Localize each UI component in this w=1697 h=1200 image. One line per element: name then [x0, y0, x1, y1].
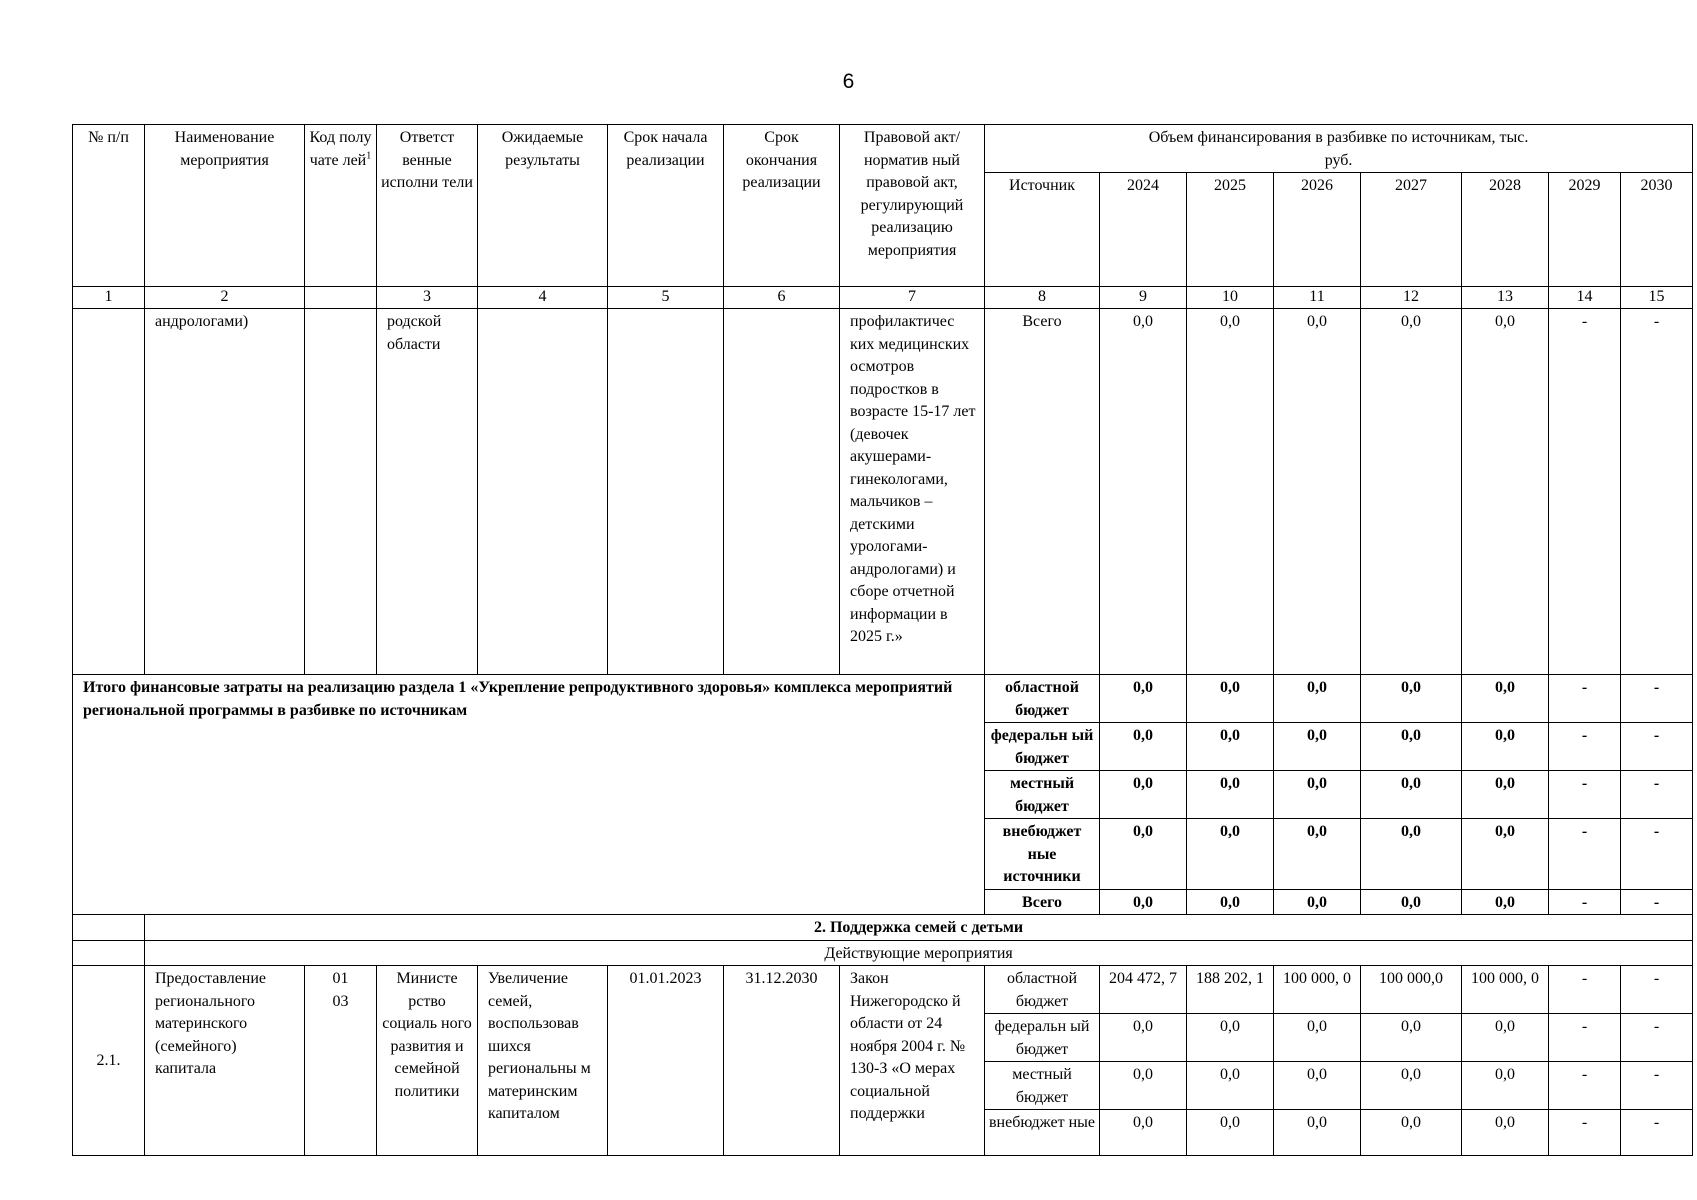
item-value: 0,0 [1274, 1014, 1361, 1062]
cont-value: - [1621, 309, 1693, 675]
total-value: 0,0 [1361, 675, 1462, 723]
column-numbers-row [73, 287, 1693, 309]
item-no: 2.1. [73, 966, 145, 1156]
item-value: 0,0 [1274, 1062, 1361, 1110]
total-value: - [1549, 771, 1621, 819]
cont-value: 0,0 [1274, 309, 1361, 675]
item-value: - [1621, 1014, 1693, 1062]
item-value: 0,0 [1100, 1062, 1187, 1110]
item-value: 0,0 [1100, 1014, 1187, 1062]
continuation-row [73, 309, 1693, 675]
item-value: 0,0 [1462, 1110, 1549, 1156]
total-value: 0,0 [1100, 675, 1187, 723]
total-value: 0,0 [1462, 771, 1549, 819]
cont-value: 0,0 [1187, 309, 1274, 675]
total-value: - [1621, 771, 1693, 819]
item-value: - [1621, 1110, 1693, 1156]
total-value: 0,0 [1187, 889, 1274, 915]
cont-source: Всего [985, 309, 1100, 675]
col-number: 9 [1100, 287, 1187, 309]
item-value: 0,0 [1274, 1110, 1361, 1156]
col-number: 1 [73, 287, 145, 309]
item-value: 204 472, 7 [1100, 966, 1187, 1014]
item-value: 0,0 [1361, 1014, 1462, 1062]
total-value: 0,0 [1274, 675, 1361, 723]
item-source: внебюджет ные [985, 1110, 1100, 1156]
section-2-spacer [73, 940, 145, 966]
item-value: 0,0 [1361, 1110, 1462, 1156]
col-number: 3 [377, 287, 478, 309]
header-no: № п/п [73, 125, 145, 287]
item-source: областной бюджет [985, 966, 1100, 1014]
total-source: областной бюджет [985, 675, 1100, 723]
col-number: 10 [1187, 287, 1274, 309]
total-source: местный бюджет [985, 771, 1100, 819]
item-value: 0,0 [1100, 1110, 1187, 1156]
header-responsible: Ответст венные исполни тели [377, 125, 478, 287]
col-number: 13 [1462, 287, 1549, 309]
cont-value: - [1549, 309, 1621, 675]
item-value: - [1549, 1014, 1621, 1062]
cont-end [724, 309, 840, 675]
col-number: 12 [1361, 287, 1462, 309]
item-start: 01.01.2023 [608, 966, 724, 1156]
page-number: 6 [842, 70, 855, 93]
section-2-subtitle: Действующие мероприятия [145, 940, 1693, 966]
item-value: 100 000, 0 [1274, 966, 1361, 1014]
header-year-2027: 2027 [1361, 173, 1462, 287]
section-2-title: 2. Поддержка семей с детьми [145, 915, 1693, 941]
footnote-mark: 1 [366, 150, 372, 162]
item-value: 100 000,0 [1361, 966, 1462, 1014]
item-source: федеральн ый бюджет [985, 1014, 1100, 1062]
item-responsible: Министе рство социаль ного развития и семейной политики [377, 966, 478, 1156]
total-value: - [1621, 723, 1693, 771]
item-value: 0,0 [1462, 1062, 1549, 1110]
cont-legal: профилактичес ких медицинских осмотров подростков в возрасте 15-17 лет (девочек акушерами-гинекологами, мальчиков – детскими урологами-андрологами) и сборе отчетной информации в 2025 г.» [840, 309, 985, 675]
total-value: 0,0 [1462, 889, 1549, 915]
header-code-text: Код полу чате лей [309, 129, 372, 169]
total-value: 0,0 [1100, 889, 1187, 915]
cont-value: 0,0 [1100, 309, 1187, 675]
item-value: 0,0 [1462, 1014, 1549, 1062]
cont-value: 0,0 [1462, 309, 1549, 675]
header-code [305, 125, 377, 287]
funding-table [72, 124, 1693, 1156]
item-value: - [1621, 1062, 1693, 1110]
total-value: 0,0 [1462, 675, 1549, 723]
total-value: - [1549, 723, 1621, 771]
header-name: Наименование мероприятия [145, 125, 305, 287]
total-value: 0,0 [1361, 723, 1462, 771]
header-year-2025: 2025 [1187, 173, 1274, 287]
item-code: 01 03 [305, 966, 377, 1156]
header-year-2024: 2024 [1100, 173, 1187, 287]
item-results: Увеличение семей, воспользовав шихся региональны м материнским капиталом [478, 966, 608, 1156]
total-value: 0,0 [1462, 819, 1549, 890]
header-row-1 [73, 125, 1693, 173]
header-year-2030: 2030 [1621, 173, 1693, 287]
total-source: Всего [985, 889, 1100, 915]
total-row [73, 675, 1693, 723]
total-value: - [1621, 889, 1693, 915]
col-number: 5 [608, 287, 724, 309]
total-value: 0,0 [1361, 889, 1462, 915]
cont-start [608, 309, 724, 675]
total-value: 0,0 [1187, 723, 1274, 771]
total-value: 0,0 [1274, 889, 1361, 915]
total-value: 0,0 [1274, 723, 1361, 771]
total-value: - [1549, 819, 1621, 890]
total-value: 0,0 [1361, 771, 1462, 819]
col-number: 4 [478, 287, 608, 309]
header-year-2028: 2028 [1462, 173, 1549, 287]
total-label: Итого финансовые затраты на реализацию раздела 1 «Укрепление репродуктивного здоровья» комплекса мероприятий региональной программы в разбивке по источникам [73, 675, 985, 915]
header-source: Источник [985, 173, 1100, 287]
item-value: 188 202, 1 [1187, 966, 1274, 1014]
total-value: 0,0 [1187, 771, 1274, 819]
total-value: - [1621, 819, 1693, 890]
header-funding: Объем финансирования в разбивке по источникам, тыс. руб. [985, 125, 1693, 173]
col-number: 14 [1549, 287, 1621, 309]
item-value: 0,0 [1187, 1062, 1274, 1110]
col-number: 8 [985, 287, 1100, 309]
col-number: 2 [145, 287, 305, 309]
item-value: 0,0 [1187, 1110, 1274, 1156]
item-value: 0,0 [1361, 1062, 1462, 1110]
cont-results [478, 309, 608, 675]
col-number [305, 287, 377, 309]
cont-responsible: родской области [377, 309, 478, 675]
cont-no [73, 309, 145, 675]
col-number: 7 [840, 287, 985, 309]
total-source: федеральн ый бюджет [985, 723, 1100, 771]
item-value: - [1549, 1110, 1621, 1156]
item-value: 100 000, 0 [1462, 966, 1549, 1014]
section-2-title-row [73, 915, 1693, 941]
item-value: 0,0 [1187, 1014, 1274, 1062]
total-value: 0,0 [1187, 819, 1274, 890]
item-source: местный бюджет [985, 1062, 1100, 1110]
item-name: Предоставление регионального материнского (семейного) капитала [145, 966, 305, 1156]
total-value: 0,0 [1274, 771, 1361, 819]
total-value: - [1549, 675, 1621, 723]
total-value: 0,0 [1100, 771, 1187, 819]
section-2-subtitle-row [73, 940, 1693, 966]
item-end: 31.12.2030 [724, 966, 840, 1156]
cont-value: 0,0 [1361, 309, 1462, 675]
col-number: 11 [1274, 287, 1361, 309]
item-value: - [1549, 966, 1621, 1014]
total-value: 0,0 [1462, 723, 1549, 771]
section-2-spacer [73, 915, 145, 941]
total-value: 0,0 [1187, 675, 1274, 723]
header-results: Ожидаемые результаты [478, 125, 608, 287]
total-source: внебюджет ные источники [985, 819, 1100, 890]
item-legal: Закон Нижегородско й области от 24 ноября 2004 г. № 130-З «О мерах социальной поддержки [840, 966, 985, 1156]
header-legal: Правовой акт/норматив ный правовой акт, регулирующий реализацию мероприятия [840, 125, 985, 287]
total-value: 0,0 [1100, 723, 1187, 771]
header-year-2029: 2029 [1549, 173, 1621, 287]
cont-name: андрологами) [145, 309, 305, 675]
total-value: 0,0 [1100, 819, 1187, 890]
total-value: - [1549, 889, 1621, 915]
header-start: Срок начала реализации [608, 125, 724, 287]
total-value: 0,0 [1361, 819, 1462, 890]
item-2-1-row [73, 966, 1693, 1014]
total-value: - [1621, 675, 1693, 723]
cont-code [305, 309, 377, 675]
col-number: 15 [1621, 287, 1693, 309]
header-end: Срок окончания реализации [724, 125, 840, 287]
item-value: - [1621, 966, 1693, 1014]
header-year-2026: 2026 [1274, 173, 1361, 287]
total-value: 0,0 [1274, 819, 1361, 890]
col-number: 6 [724, 287, 840, 309]
item-value: - [1549, 1062, 1621, 1110]
